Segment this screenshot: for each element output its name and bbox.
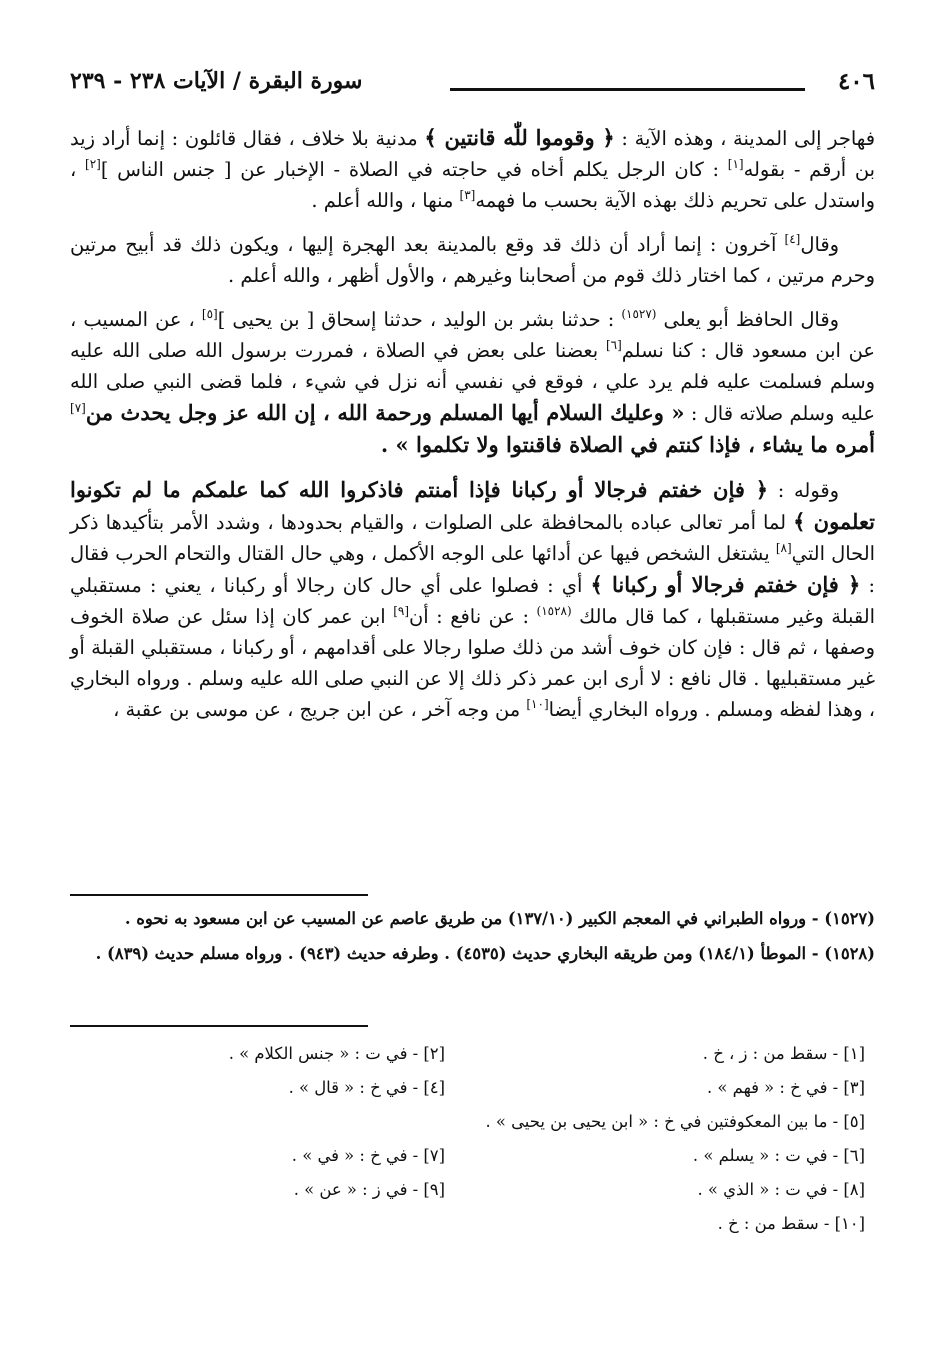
note: [٢] - في ت : « جنس الكلام » .: [228, 1044, 445, 1063]
text: آخرون : إنما أراد أن ذلك قد وقع بالمدينة بعد الهجرة إليها ، ويكون ذلك قد أبيح مرتين وحرم مرتين ، كما اختار ذلك قوم من أصحابنا وغيرهم ، والأول أظهر ، والله أعلم .: [70, 233, 875, 287]
page-header: [70, 62, 875, 112]
note-ref: [٧]: [70, 401, 86, 415]
quran-quote: ﴿ وقوموا للّٰه قانتين ﴾: [424, 125, 615, 150]
footnote-rule: [70, 894, 368, 896]
paragraph-1: [70, 122, 875, 216]
text: لما أمر تعالى عباده بالمحافظة على الصلوات ، والقيام بحدودها ، وشدد الأمر بتأكيدها ذكر الحال التي: [70, 511, 875, 565]
paragraph-3: [70, 304, 875, 461]
notes-rule: [70, 1025, 368, 1027]
text: أي : فصلوا على أي حال كان رجالا أو ركبانا ، يعني : مستقبلي القبلة وغير مستقبلها ، كما قال مالك: [70, 574, 875, 628]
footnote: (١٥٢٧) - ورواه الطبراني في المعجم الكبير (١٣٧/١٠) من طريق عاصم عن المسيب عن ابن مسعود به نحوه .: [124, 909, 875, 928]
footnote: (١٥٢٨) - الموطأ (١٨٤/١) ومن طريقه البخاري حديث (٤٥٣٥) . وطرفه حديث (٩٤٣) . ورواه مسلم حديث (٨٣٩) .: [95, 944, 875, 963]
book-page: [70, 62, 875, 1332]
text: ، واستدل على تحريم ذلك بهذه الآية بحسب ما فهمه: [70, 158, 875, 212]
note: [٨] - في ت : « الذي » .: [697, 1180, 865, 1199]
text: : حدثنا بشر بن الوليد ، حدثنا إسحاق [ بن يحيى ]: [217, 308, 622, 331]
note: [٧] - في خ : « في » .: [291, 1146, 445, 1165]
note: [٥] - ما بين المعكوفتين في خ : « ابن يحيى بن يحيى » .: [485, 1112, 865, 1131]
hadith-number: (١٥٢٧): [621, 307, 657, 321]
note-ref: [٣]: [459, 188, 476, 202]
note-row: [70, 1214, 875, 1248]
hadith-quote: « وعليك السلام أيها المسلم ورحمة الله ، إن الله عز وجل يحدث من: [85, 400, 685, 425]
text: مدنية بلا خلاف ، فقال قائلون : إنما أراد زيد بن أرقم - بقوله: [70, 127, 875, 181]
note-row: [70, 1078, 875, 1112]
note: [١٠] - سقط من : خ .: [717, 1214, 865, 1233]
text: : عن نافع : أن: [409, 605, 537, 628]
hadith-number: (١٥٢٨): [536, 604, 572, 618]
main-text: [70, 122, 875, 738]
quran-quote: ﴿ فإن خفتم فرجالا أو ركبانا ﴾: [590, 572, 861, 597]
text: منها ، والله أعلم .: [311, 189, 460, 212]
paragraph-4: [70, 474, 875, 725]
running-title: سورة البقرة / الآيات ٢٣٨ - ٢٣٩: [70, 68, 363, 94]
note: [٩] - في ز : « عن » .: [293, 1180, 445, 1199]
hadith-quote: أمره ما يشاء ، فإذا كنتم في الصلاة فاقنتوا ولا تكلموا » .: [380, 432, 875, 457]
paragraph-2: [70, 229, 875, 291]
hadith-footnotes: [70, 904, 875, 974]
note-ref: [٩]: [393, 604, 410, 618]
note: [٣] - في خ : « فهم » .: [707, 1078, 865, 1097]
text: ، عن المسيب ، عن ابن مسعود قال : كنا نسلم: [70, 308, 875, 362]
text: وقوله :: [768, 479, 839, 502]
note-ref: [١]: [727, 157, 744, 171]
note-ref: [٢]: [85, 157, 101, 171]
text: من وجه آخر ، عن ابن جريج ، عن موسى بن عقبة ،: [113, 698, 527, 721]
text: وقال الحافظ أبو يعلى: [656, 308, 839, 331]
note-row: [70, 1044, 875, 1078]
text: ابن عمر كان إذا سئل عن صلاة الخوف وصفها ، ثم قال : فإن كان خوف أشد من ذلك صلوا رجالا على أقدامهم ، أو ركبانا ، مستقبلي القبلة أو غير مستقبليها . قال نافع : لا أرى ابن عمر ذكر ذلك إلا عن النبي صلى الله عليه وسلم . ورواه البخاري ، وهذا لفظه ومسلم . ورواه البخاري أيضا: [70, 605, 875, 721]
note-row: [70, 1180, 875, 1214]
text: وقال: [800, 233, 839, 256]
note-ref: [٥]: [201, 307, 218, 321]
note: [١] - سقط من : ز ، خ .: [702, 1044, 865, 1063]
note-row: [70, 1112, 875, 1146]
manuscript-notes: [70, 1044, 875, 1248]
note-ref: [٦]: [605, 338, 622, 352]
note-ref: [١٠]: [526, 697, 549, 711]
page-number: ٤٠٦: [837, 68, 875, 95]
note: [٦] - في ت : « يسلم » .: [692, 1146, 865, 1165]
text: فهاجر إلى المدينة ، وهذه الآية :: [614, 127, 875, 150]
header-rule: [450, 88, 805, 91]
note: [٤] - في خ : « قال » .: [288, 1078, 445, 1097]
note-ref: [٤]: [784, 232, 801, 246]
quran-quote: ﴿ فإن خفتم فرجالا أو ركبانا فإذا أمنتم فاذكروا الله كما علمكم ما لم تكونوا تعلمون ﴾: [70, 477, 875, 534]
text: يشتغل الشخص فيها عن أدائها على الوجه الأكمل ، وهي حال القتال والتحام الحرب فقال :: [70, 542, 875, 597]
text: : كان الرجل يكلم أخاه في حاجته في الصلاة - الإخبار عن [ جنس الناس ]: [100, 158, 728, 181]
note-ref: [٨]: [775, 541, 792, 555]
text: بعضنا على بعض في الصلاة ، فمررت برسول الله صلى الله عليه وسلم فسلمت عليه فلم يرد علي ، فوقع في نفسي أنه نزل في شيء ، فلما قضى النبي صلى الله عليه وسلم صلاته قال :: [70, 339, 875, 425]
note-row: [70, 1146, 875, 1180]
